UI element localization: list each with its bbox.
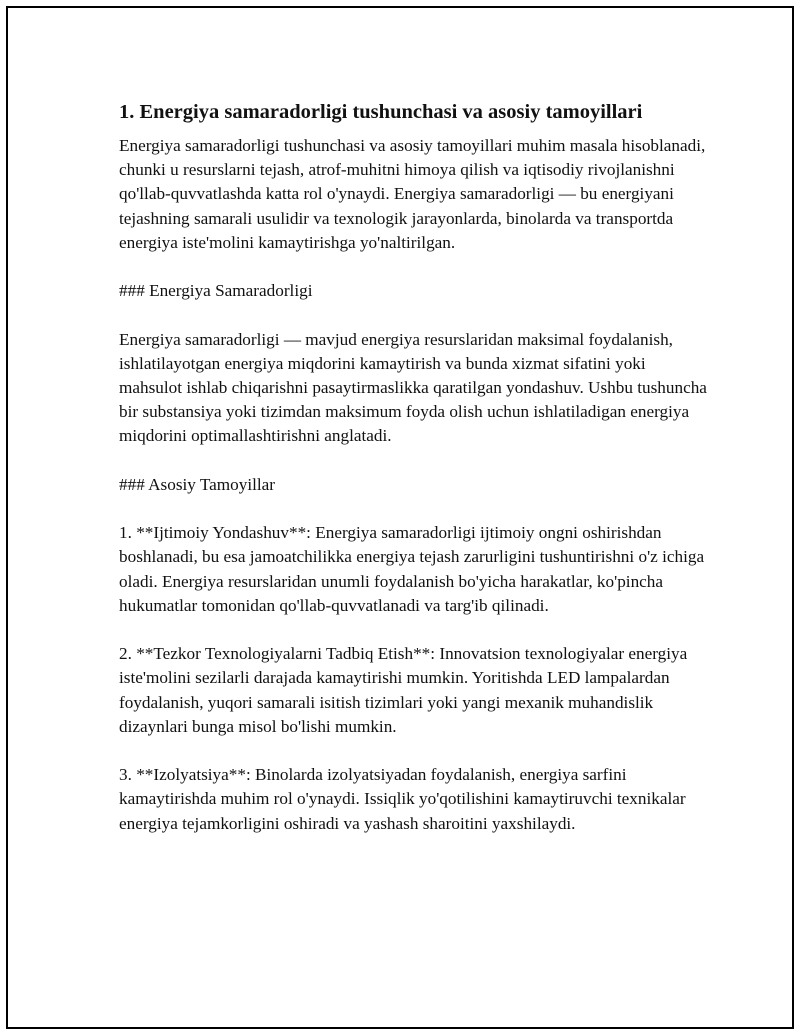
document-body: [119, 98, 709, 860]
page-frame: [6, 6, 794, 1029]
section-heading-energy-efficiency: ### Energiya Samaradorligi: [119, 281, 313, 301]
section-heading-principles: ### Asosiy Tamoyillar: [119, 474, 276, 494]
intro-paragraph: Energiya samaradorligi tushunchasi va asosiy tamoyillari muhim masala hisoblanadi, chunki u resurslarni tejash, atrof-muhitni himoya qilish va iqtisodiy rivojlanishni qo'llab-quvvatlashda katta rol o'ynaydi. Energiya samaradorligi — bu energiyani tejashning samarali usulidir va texnologik jarayonlarda, binolarda va transportda energiya iste'molini kamaytirishga yo'naltirilgan.: [119, 136, 706, 252]
principle-item-technology: 2. **Tezkor Texnologiyalarni Tadbiq Etish**: Innovatsion texnologiyalar energiya iste'molini sezilarli darajada kamaytirishi mumkin. Yoritishda LED lampalardan foydalanish, yuqori samarali isitish tizimlari yoki yangi mexanik muhandislik dizaynlari bunga misol bo'lishi mumkin.: [119, 644, 688, 736]
principle-item-insulation: 3. **Izolyatsiya**: Binolarda izolyatsiyadan foydalanish, energiya sarfini kamaytirishda muhim rol o'ynaydi. Issiqlik yo'qotilishini kamaytiruvchi texnikalar energiya tejamkorligini oshiradi va yashash sharoitini yaxshilaydi.: [119, 765, 686, 833]
definition-paragraph: Energiya samaradorligi — mavjud energiya resurslaridan maksimal foydalanish, ishlatilayotgan energiya miqdorini kamaytirish va bunda xizmat sifatini yoki mahsulot ishlab chiqarishni pasaytirmaslikka qaratilgan yondashuv. Ushbu tushuncha bir substansiya yoki tizimdan maksimum foyda olish uchun ishlatiladigan energiya miqdorini optimallashtirishni anglatadi.: [119, 329, 707, 446]
principle-item-social: 1. **Ijtimoiy Yondashuv**: Energiya samaradorligi ijtimoiy ongni oshirishdan boshlanadi, bu esa jamoatchilikka energiya tejash zarurligini tushuntirishni o'z ichiga oladi. Energiya resurslaridan unumli foydalanish bo'yicha harakatlar, ko'pincha hukumatlar tomonidan qo'llab-quvvatlanadi va targ'ib qilinadi.: [119, 523, 705, 615]
document-title: 1. Energiya samaradorligi tushunchasi va asosiy tamoyillari: [119, 101, 643, 123]
